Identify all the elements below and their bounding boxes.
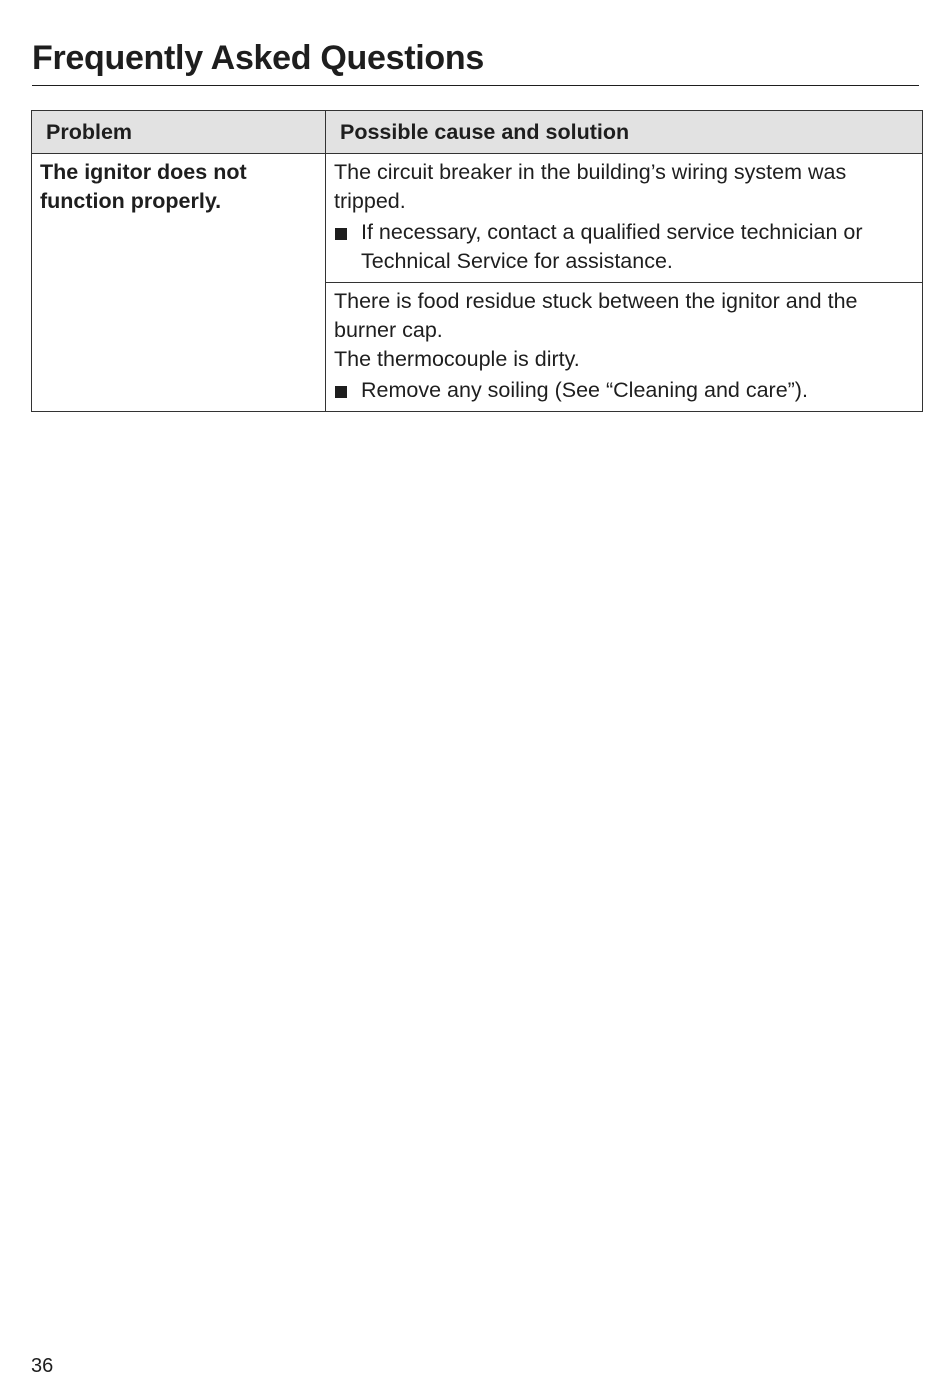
solution-text: If necessary, contact a qualified service technician or Technical Service for assistance. (361, 220, 863, 273)
faq-table (31, 110, 923, 412)
cause-text: There is food residue stuck between the ignitor and the burner cap. (334, 289, 858, 342)
solution-cell (326, 154, 923, 283)
problem-cell: The ignitor does not function properly. (32, 154, 326, 412)
title-divider (32, 85, 919, 86)
solution-cell (326, 283, 923, 412)
square-bullet-icon (335, 228, 347, 240)
cause-text: The thermocouple is dirty. (334, 347, 580, 371)
solution-bullet (334, 218, 914, 276)
column-header-problem: Problem (32, 111, 326, 154)
solution-text: Remove any soiling (See “Cleaning and care”). (361, 378, 808, 402)
square-bullet-icon (335, 386, 347, 398)
cause-text: The circuit breaker in the building’s wiring system was tripped. (334, 160, 847, 213)
table-header-row (32, 111, 923, 154)
solution-bullet (334, 376, 914, 405)
table-row (32, 154, 923, 283)
page-number: 36 (31, 1355, 54, 1377)
page-title: Frequently Asked Questions (32, 39, 484, 77)
column-header-solution: Possible cause and solution (326, 111, 923, 154)
